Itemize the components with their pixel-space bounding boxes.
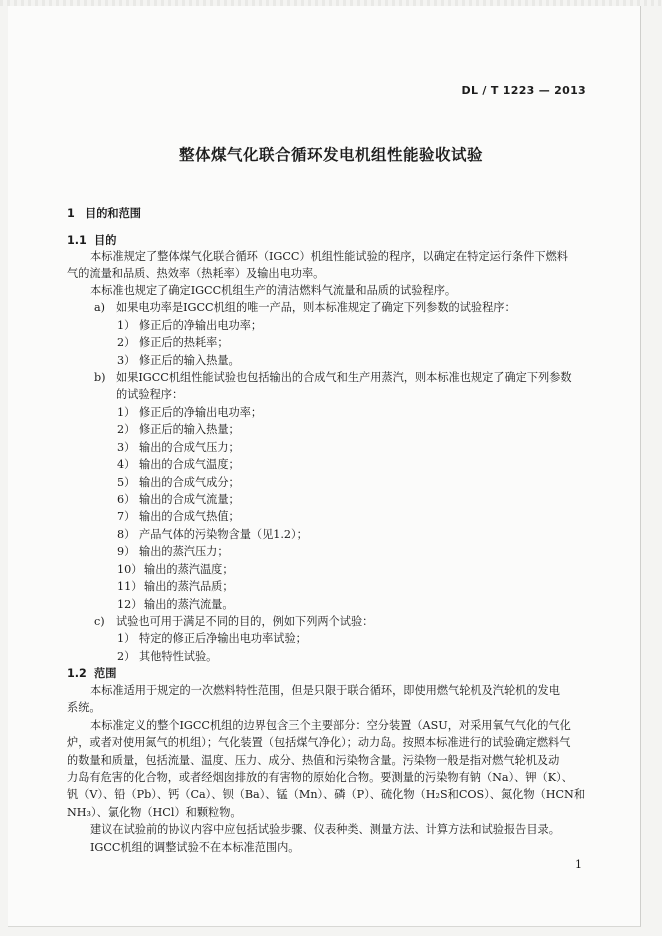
sub-list-item <box>117 579 234 595</box>
list-item-b <box>94 370 572 386</box>
sub-list-item <box>117 509 240 525</box>
sub-list-item <box>117 544 229 560</box>
standard-code: DL / T 1223 — 2013 <box>461 84 586 97</box>
paragraph-line: 力岛有危害的化合物，或者经烟囱排放的有害物的原始化合物。要测量的污染物有钠（Na）、钾（K）、 <box>67 771 573 784</box>
sub-list-text: 修正后的输入热量。 <box>139 354 240 367</box>
sub-list-marker: 1） <box>117 319 136 332</box>
sub-list-text: 修正后的输入热量； <box>139 423 240 436</box>
sub-list-marker: 9） <box>117 545 136 558</box>
sub-list-marker: 7） <box>117 510 136 523</box>
section-number: 1 <box>67 207 75 220</box>
sub-list-text: 其他特性试验。 <box>139 650 218 663</box>
sub-list-text: 产品气体的污染物含量（见1.2）； <box>139 528 308 541</box>
sub-list-item <box>117 562 234 578</box>
sub-list-marker: 2） <box>117 650 136 663</box>
paragraph-line: 炉，或者对使用氮气的机组）；气化装置（包括煤气净化）；动力岛。按照本标准进行的试验确定燃料气 <box>67 736 571 749</box>
paragraph-line: 本标准定义的整个IGCC机组的边界包含三个主要部分：空分装置（ASU，对采用氧气气化的气化 <box>90 719 571 732</box>
page-number: 1 <box>575 858 582 871</box>
sub-list-marker: 11） <box>117 580 143 593</box>
sub-list-text: 修正后的净输出电功率； <box>139 319 263 332</box>
sub-list-item <box>117 527 308 543</box>
sub-list-item <box>117 649 217 665</box>
paragraph-line: 钒（V）、铅（Pb）、钙（Ca）、钡（Ba）、锰（Mn）、磷（P）、硫化物（H₂S和COS）、氮化物（HCN和 <box>67 788 586 801</box>
sub-list-marker: 10） <box>117 563 143 576</box>
sub-list-marker: 6） <box>117 493 136 506</box>
list-text-continued: 的试验程序： <box>116 388 184 401</box>
section-1-heading <box>67 206 141 222</box>
paragraph-line: 的数量和质量，包括流量、温度、压力、成分、热值和污染物含量。污染物一般是指对燃气轮机及动 <box>67 754 560 767</box>
sub-list-item <box>117 492 240 508</box>
paragraph: 建议在试验前的协议内容中应包括试验步骤、仪表种类、测量方法、计算方法和试验报告目录。 <box>90 823 560 836</box>
sub-list-marker: 3） <box>117 354 136 367</box>
section-number: 1.2 <box>67 667 87 680</box>
paragraph-line: NH₃）、氯化物（HCl）和颗粒物。 <box>67 806 242 819</box>
list-item-c <box>94 614 373 630</box>
sub-list-marker: 12） <box>117 598 143 611</box>
document-title: 整体煤气化联合循环发电机组性能验收试验 <box>178 146 483 164</box>
list-text: 试验也可用于满足不同的目的，例如下列两个试验： <box>116 615 374 628</box>
list-marker: c) <box>94 615 105 628</box>
sub-list-item <box>117 335 229 351</box>
section-title: 范围 <box>94 667 117 680</box>
sub-list-marker: 8） <box>117 528 136 541</box>
paragraph-line: 气的流量和品质、热效率（热耗率）及输出电功率。 <box>67 267 325 280</box>
paragraph-line: 系统。 <box>67 701 101 714</box>
sub-list-item <box>117 422 240 438</box>
sub-list-marker: 1） <box>117 632 136 645</box>
sub-list-text: 输出的蒸汽流量。 <box>144 598 234 611</box>
sub-list-text: 输出的合成气流量； <box>139 493 240 506</box>
sub-list-item <box>117 631 307 647</box>
paragraph-line: 本标准规定了整体煤气化联合循环（IGCC）机组性能试验的程序，以确定在特定运行条件下燃料 <box>90 250 568 263</box>
list-text: 如果IGCC机组性能试验也包括输出的合成气和生产用蒸汽，则本标准也规定了确定下列参数 <box>116 371 572 384</box>
sub-list-text: 输出的合成气压力； <box>139 441 240 454</box>
sub-list-text: 输出的合成气热值； <box>139 510 240 523</box>
sub-list-marker: 4） <box>117 458 136 471</box>
section-number: 1.1 <box>67 234 87 247</box>
sub-list-item <box>117 318 262 334</box>
list-item-a <box>94 300 516 316</box>
sub-list-text: 输出的蒸汽压力； <box>139 545 229 558</box>
section-title: 目的和范围 <box>85 207 141 220</box>
sub-list-marker: 1） <box>117 406 136 419</box>
paragraph-line: 本标准适用于规定的一次燃料特性范围，但是只限于联合循环，即使用燃气轮机及汽轮机的发电 <box>90 684 560 697</box>
sub-list-marker: 3） <box>117 441 136 454</box>
section-title: 目的 <box>94 234 117 247</box>
list-marker: b) <box>94 371 106 384</box>
paragraph: IGCC机组的调整试验不在本标准范围内。 <box>90 841 300 854</box>
list-text: 如果电功率是IGCC机组的唯一产品，则本标准规定了确定下列参数的试验程序： <box>116 301 516 314</box>
sub-list-item <box>117 457 240 473</box>
sub-list-marker: 2） <box>117 423 136 436</box>
sub-list-text: 输出的蒸汽温度； <box>144 563 234 576</box>
section-1-1-heading <box>67 233 116 249</box>
paragraph: 本标准也规定了确定IGCC机组生产的清洁燃料气流量和品质的试验程序。 <box>90 284 457 297</box>
sub-list-item <box>117 440 240 456</box>
sub-list-text: 特定的修正后净输出电功率试验； <box>139 632 307 645</box>
sub-list-text: 修正后的热耗率； <box>139 336 229 349</box>
sub-list-text: 输出的合成气温度； <box>139 458 240 471</box>
list-marker: a) <box>94 301 106 314</box>
sub-list-text: 输出的蒸汽品质； <box>144 580 234 593</box>
sub-list-text: 修正后的净输出电功率； <box>139 406 263 419</box>
sub-list-item <box>117 475 240 491</box>
sub-list-marker: 2） <box>117 336 136 349</box>
sub-list-item <box>117 353 240 369</box>
sub-list-item <box>117 597 234 613</box>
section-1-2-heading <box>67 666 116 682</box>
sub-list-text: 输出的合成气成分； <box>139 476 240 489</box>
sub-list-marker: 5） <box>117 476 136 489</box>
sub-list-item <box>117 405 262 421</box>
